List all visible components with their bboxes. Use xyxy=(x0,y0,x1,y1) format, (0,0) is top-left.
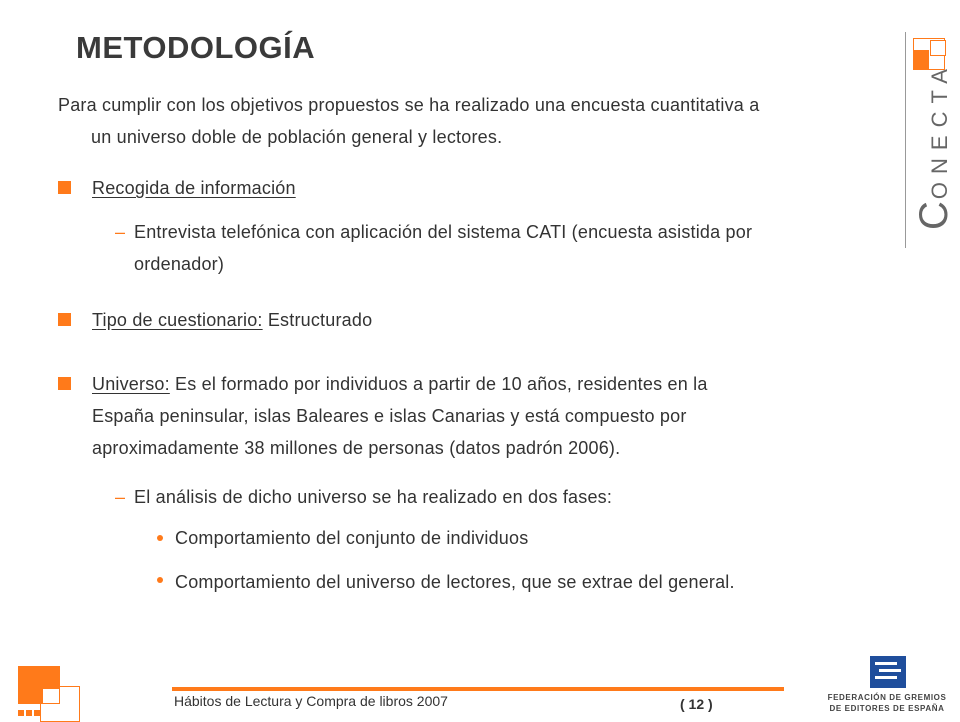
square-bullet-icon xyxy=(58,377,71,390)
page-title: METODOLOGÍA xyxy=(76,30,316,65)
square-bullet-icon xyxy=(58,181,71,194)
federation-line-1: FEDERACIÓN DE GREMIOS xyxy=(827,693,947,702)
dash-bullet: – xyxy=(115,487,126,507)
section1-sub-line-1: Entrevista telefónica con aplicación del sistema CATI (encuesta asistida por xyxy=(134,222,753,242)
federation-name xyxy=(822,692,952,714)
intro-paragraph xyxy=(58,89,858,153)
logo-divider xyxy=(905,32,906,248)
list-item: Comportamiento del conjunto de individuos xyxy=(175,528,529,548)
section-heading-universo: Universo: xyxy=(92,374,170,394)
intro-line-1: Para cumplir con los objetivos propuestos se ha realizado una encuesta cuantitativa a xyxy=(58,95,760,115)
section-tipo-cuestionario xyxy=(92,304,372,336)
footer-title: Hábitos de Lectura y Compra de libros 2007 xyxy=(174,693,448,709)
section-universo xyxy=(92,368,852,464)
universo-line-1: Es el formado por individuos a partir de 10 años, residentes en la xyxy=(169,374,708,394)
logo-rest-letters: ONECTA xyxy=(927,61,952,200)
page-number: ( 12 ) xyxy=(680,696,713,712)
universo-line-3: aproximadamente 38 millones de personas (datos padrón 2006). xyxy=(92,438,621,458)
intro-line-2: un universo doble de población general y lectores. xyxy=(91,127,503,147)
federation-line-2: DE EDITORES DE ESPAÑA xyxy=(829,704,945,713)
universo-sub-text: El análisis de dicho universo se ha realizado en dos fases: xyxy=(134,487,613,507)
section1-sub-line-2: ordenador) xyxy=(134,254,225,274)
footer-squares-icon xyxy=(18,666,80,720)
logo-square-small-icon xyxy=(930,40,946,56)
universo-line-2: España peninsular, islas Baleares e islas Canarias y está compuesto por xyxy=(92,406,687,426)
logo-first-letter: C xyxy=(912,199,956,230)
conecta-logo-text xyxy=(912,61,956,230)
dot-bullet-icon xyxy=(157,535,163,541)
section-heading-tipo: Tipo de cuestionario: xyxy=(92,310,263,330)
section-heading-recogida: Recogida de información xyxy=(92,178,296,198)
federation-logo-icon xyxy=(870,656,906,688)
section1-sub-text xyxy=(134,216,864,280)
footer-divider xyxy=(172,687,784,691)
list-item: Comportamiento del universo de lectores, que se extrae del general. xyxy=(175,572,735,592)
dot-bullet-icon xyxy=(157,577,163,583)
square-bullet-icon xyxy=(58,313,71,326)
dash-bullet: – xyxy=(115,222,126,242)
section2-text: Estructurado xyxy=(262,310,373,330)
